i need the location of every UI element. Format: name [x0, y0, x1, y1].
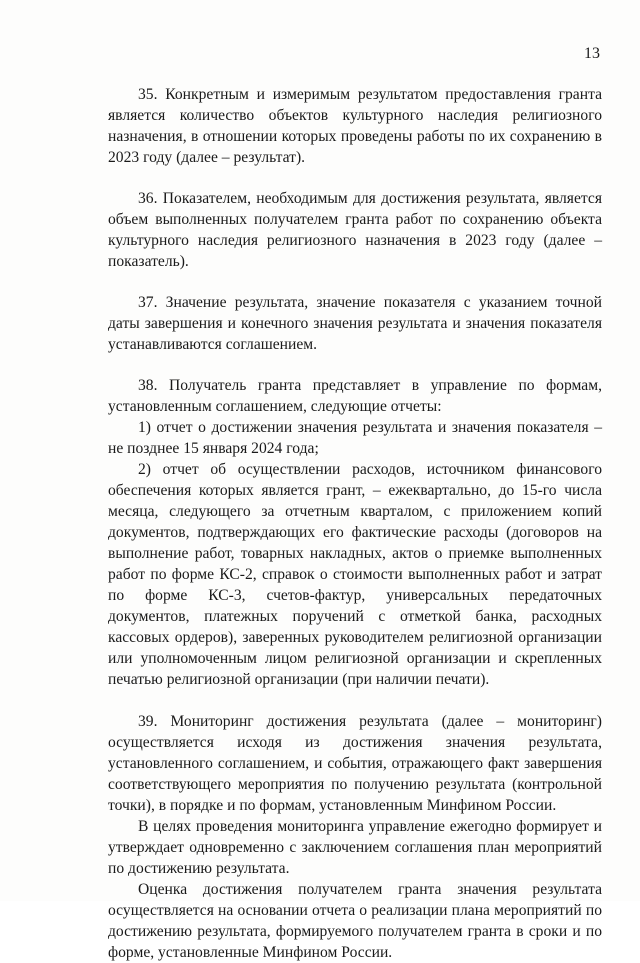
paragraph-36: 36. Показателем, необходимым для достижения результата, является объем выполненных получателем гранта работ по сохранению объекта культурного наследия религиозного назначения в 2023 году (далее – показатель). — [108, 190, 602, 270]
paragraph-38-item-1: 1) отчет о достижении значения результата и значения показателя – не позднее 15 января 2024 года; — [108, 419, 602, 457]
paragraph-39-assessment: Оценка достижения получателем гранта значения результата осуществляется на основании отчета о реализации плана мероприятий по достижению результата, формируемого получателем гранта в сроки и по форме, установленные Минфином России. — [108, 881, 602, 961]
paragraph-37: 37. Значение результата, значение показателя с указанием точной даты завершения и конечного значения результата и значения показателя устанавливаются соглашением. — [108, 294, 602, 353]
paragraph-39-monitoring-plan: В целях проведения мониторинга управление ежегодно формирует и утверждает одновременно с заключением соглашения план мероприятий по достижению результата. — [108, 818, 602, 877]
paragraph-39: 39. Мониторинг достижения результата (далее – мониторинг) осуществляется исходя из достижения значения результата, установленного соглашением, и события, отражающего факт завершения соответствующего мероприятия по получению результата (контрольной точки), в порядке и по формам, установленным Минфином России. — [108, 713, 602, 814]
paragraph-38-item-2: 2) отчет об осуществлении расходов, источником финансового обеспечения которых является грант, – ежеквартально, до 15-го числа месяца, следующего за отчетным кварталом, с приложением копий документов, подтверждающих его фактические расходы (договоров на выполнение работ, товарных накладных, актов о приемке выполненных работ по форме КС-2, справок о стоимости выполненных работ и затрат по форме КС-3, счетов-фактур, универсальных передаточных документов, платежных поручений с отметкой банка, расходных кассовых ордеров), заверенных руководителем религиозной организации или уполномоченным лицом религиозной организации и скрепленных печатью религиозной организации (при наличии печати). — [108, 461, 602, 688]
paragraph-38: 38. Получатель гранта представляет в управление по формам, установленным соглашением, следующие отчеты: — [108, 377, 602, 415]
page-number: 13 — [584, 45, 600, 62]
paragraph-35: 35. Конкретным и измеримым результатом предоставления гранта является количество объектов культурного наследия религиозного назначения, в отношении которых проведены работы по их сохранению в 2023 году (далее – результат). — [108, 86, 602, 166]
document-body — [108, 84, 602, 963]
